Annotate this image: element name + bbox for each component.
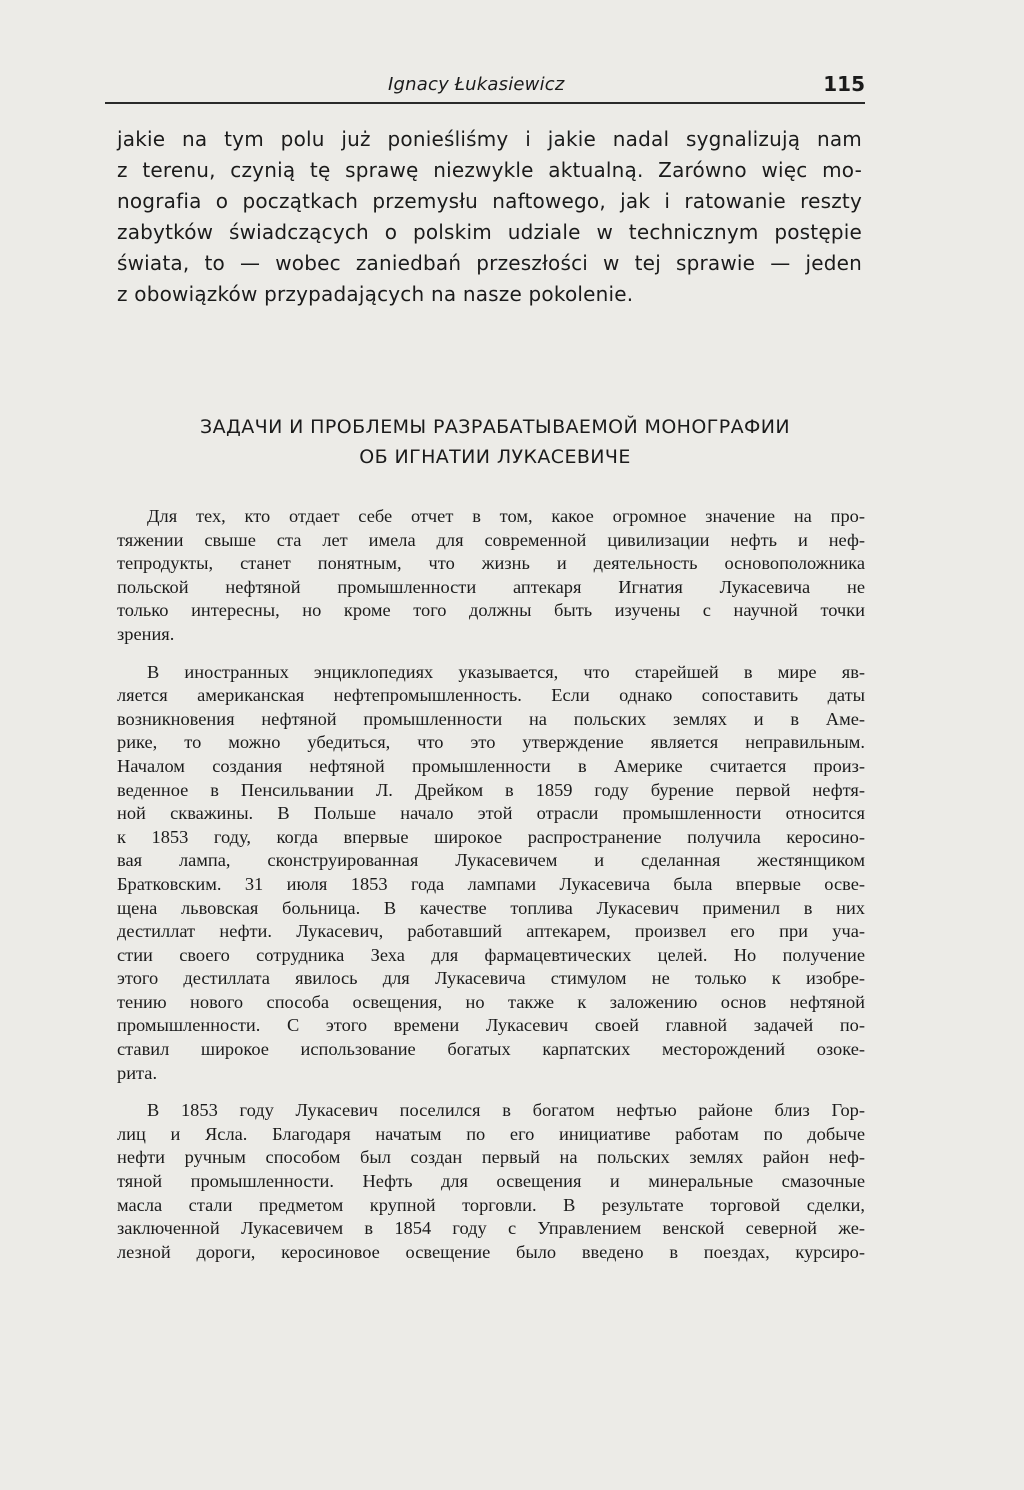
text-line: лезной дороги, керосиновое освещение было введено в поездах, курсиро- <box>117 1241 865 1262</box>
text-line: z obowiązków przypadających na nasze pokolenie. <box>117 282 634 306</box>
text-line: нефти ручным способом был создан первый на польских землях район неф- <box>117 1147 865 1168</box>
text-line: дестиллат нефти. Лукасевич, работавший аптекарем, произвел его при уча- <box>117 921 865 942</box>
heading-line: ЗАДАЧИ И ПРОБЛЕМЫ РАЗРАБАТЫВАЕМОЙ МОНОГРАФИИ <box>200 416 790 438</box>
text-line: только интересны, но кроме того должны быть изучены с научной точки <box>117 600 865 621</box>
text-line: вая лампа, сконструированная Лукасевичем и сделанная жестянщиком <box>117 850 865 871</box>
text-line: зрения. <box>117 623 175 644</box>
text-line: тяжении свыше ста лет имела для современной цивилизации нефть и неф- <box>117 529 865 550</box>
text-line: тению нового способа освещения, но также к заложению основ нефтяной <box>117 991 865 1012</box>
text-line: Началом создания нефтяной промышленности в Америке считается произ- <box>117 755 865 776</box>
text-line: ной скважины. В Польше начало этой отрасли промышленности относится <box>117 803 865 824</box>
text-line: польской нефтяной промышленности аптекаря Игнатия Лукасевича не <box>117 576 865 597</box>
paragraph <box>117 1099 865 1264</box>
text-line: заключенной Лукасевичем в 1854 году с Управлением венской северной же- <box>117 1218 865 1239</box>
text-line: Для тех, кто отдает себе отчет в том, какое огромное значение на про- <box>147 506 865 526</box>
russian-text-body <box>117 505 865 1278</box>
text-line: ставил широкое использование богатых карпатских месторождений озоке- <box>117 1039 865 1060</box>
paragraph <box>117 505 865 647</box>
running-title: Ignacy Łukasiewicz <box>388 74 565 95</box>
text-line: В иностранных энциклопедиях указывается, что старейшей в мире яв- <box>147 661 865 682</box>
text-line: рита. <box>117 1062 158 1083</box>
text-line: этого дестиллата явилось для Лукасевича стимулом не только к изобре- <box>117 968 865 989</box>
text-line: świata, to — wobec zaniedbań przeszłości w tej sprawie — jeden <box>117 251 862 275</box>
paragraph <box>117 661 865 1086</box>
text-line: nografia o początkach przemysłu naftowego, jak i ratowanie reszty <box>117 189 862 213</box>
text-line: тепродукты, станет понятным, что жизнь и деятельность основоположника <box>117 553 865 574</box>
text-line: В 1853 году Лукасевич поселился в богатом нефтью районе близ Гор- <box>147 1100 865 1121</box>
heading-line: ОБ ИГНАТИИ ЛУКАСЕВИЧЕ <box>359 446 631 468</box>
text-line: веденное в Пенсильвании Л. Дрейком в 1859 году бурение первой нефтя- <box>117 779 865 800</box>
text-line: масла стали предметом крупной торговли. В результате торговой сделки, <box>117 1194 865 1215</box>
text-line: z terenu, czynią tę sprawę niezwykle aktualną. Zarówno więc mo- <box>117 158 862 182</box>
text-line: zabytków świadczących o polskim udziale w technicznym postępie <box>117 220 862 244</box>
text-line: рике, то можно убедиться, что это утверждение является неправильным. <box>117 732 865 753</box>
text-line: стии своего сотрудника Зеха для фармацевтических целей. Но получение <box>117 944 865 965</box>
text-line: промышленности. С этого времени Лукасевич своей главной задачей по- <box>117 1015 865 1036</box>
text-line: щена львовская больница. В качестве топлива Лукасевич применил в них <box>117 897 865 918</box>
page-number: 115 <box>823 72 865 96</box>
text-line: ляется американская нефтепромышленность. Если однако сопоставить даты <box>117 685 865 706</box>
text-line: тяной промышленности. Нефть для освещения и минеральные смазочные <box>117 1171 865 1192</box>
polish-paragraph <box>117 124 862 310</box>
text-line: возникновения нефтяной промышленности на польских землях и в Аме- <box>117 708 865 729</box>
text-line: к 1853 году, когда впервые широкое распространение получила керосино- <box>117 826 865 847</box>
section-heading <box>105 412 885 472</box>
running-header <box>105 62 865 104</box>
text-line: лиц и Ясла. Благодаря начатым по его инициативе работам по добыче <box>117 1123 865 1144</box>
text-line: Братковским. 31 июля 1853 года лампами Лукасевича была впервые осве- <box>117 873 865 894</box>
text-line: jakie na tym polu już ponieśliśmy i jakie nadal sygnalizują nam <box>117 127 862 151</box>
